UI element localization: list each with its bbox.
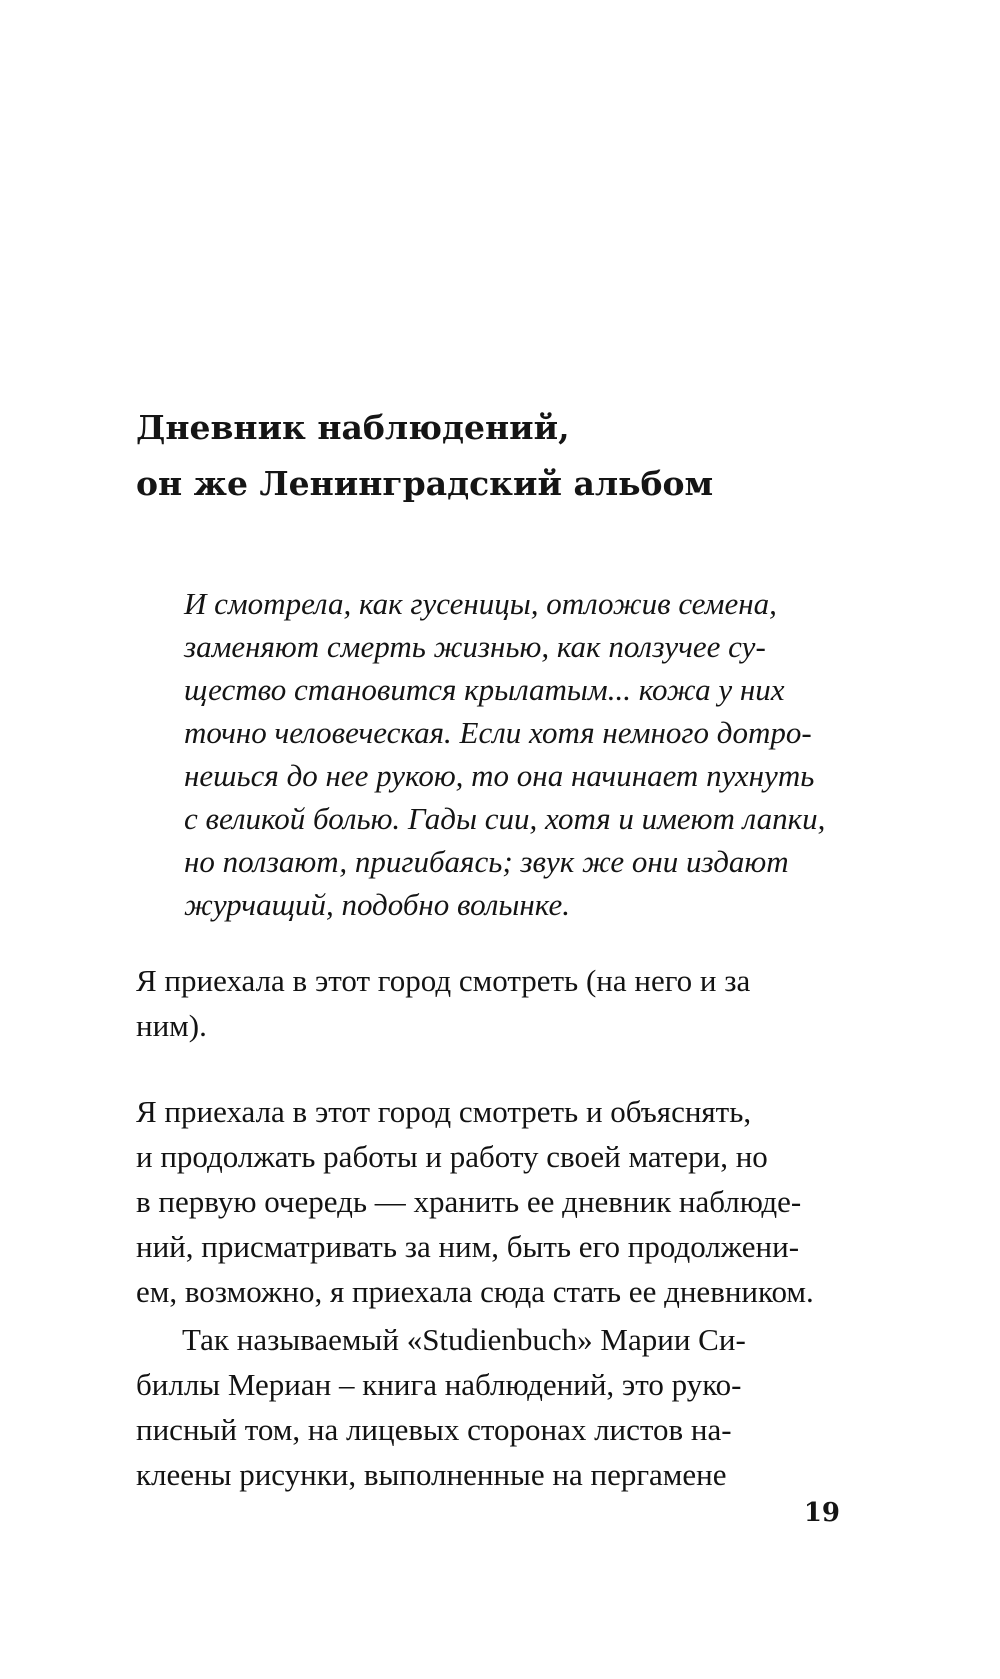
chapter-title xyxy=(136,400,856,512)
paragraph-line: Я приехала в этот город смотреть и объяснять, xyxy=(136,1094,752,1129)
epigraph-line: с великой болью. Гады сии, хотя и имеют лапки, xyxy=(184,801,826,836)
epigraph-line: но ползают, пригибаясь; звук же они издают xyxy=(184,844,789,879)
epigraph-line: точно человеческая. Если хотя немного дотро- xyxy=(184,715,812,750)
epigraph-line: И смотрела, как гусеницы, отложив семена, xyxy=(184,586,777,621)
paragraph-line: писный том, на лицевых сторонах листов на- xyxy=(136,1412,732,1447)
paragraph-line: клеены рисунки, выполненные на пергамене xyxy=(136,1457,727,1492)
paragraph-line: Я приехала в этот город смотреть (на него и за xyxy=(136,963,751,998)
paragraph-line: ним). xyxy=(136,1008,207,1043)
paragraph-1 xyxy=(136,958,866,1048)
paragraph-line: биллы Мериан – книга наблюдений, это руко- xyxy=(136,1367,742,1402)
chapter-title-line: Дневник наблюдений, xyxy=(136,408,570,447)
chapter-title-line: он же Ленинградский альбом xyxy=(136,464,714,503)
epigraph-line: щество становится крылатым... кожа у них xyxy=(184,672,785,707)
paragraph-line: ем, возможно, я приехала сюда стать ее дневником. xyxy=(136,1274,814,1309)
paragraph-3 xyxy=(136,1317,866,1497)
page-number: 19 xyxy=(803,1498,840,1528)
paragraph-line: в первую очередь — хранить ее дневник наблюде- xyxy=(136,1184,802,1219)
epigraph-line: заменяют смерть жизнью, как ползучее су- xyxy=(184,629,766,664)
epigraph-line: журчащий, подобно волынке. xyxy=(184,887,570,922)
paragraph-line: ний, присматривать за ним, быть его продолжени- xyxy=(136,1229,800,1264)
paragraph-line: и продолжать работы и работу своей матери, но xyxy=(136,1139,768,1174)
epigraph xyxy=(184,582,864,926)
paragraph-2 xyxy=(136,1089,866,1314)
epigraph-line: нешься до нее рукою, то она начинает пухнуть xyxy=(184,758,815,793)
paragraph-line: Так называемый «Studienbuch» Марии Си- xyxy=(182,1322,746,1357)
